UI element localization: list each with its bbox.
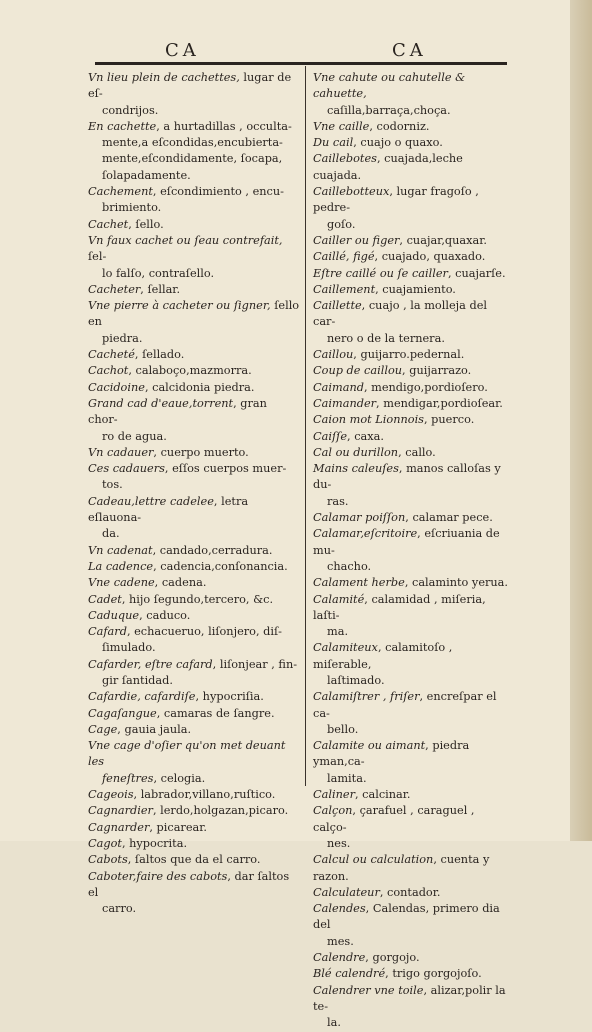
definition: , cuajo o quaxo. [353, 136, 443, 150]
headword: Calamité [313, 592, 365, 606]
dictionary-entry [88, 706, 300, 722]
entry-continuation: carro. [102, 902, 137, 916]
dictionary-entry [88, 803, 300, 819]
dictionary-entry [88, 575, 300, 591]
headword: Cadeau,lettre cadelee [88, 494, 214, 508]
definition: , cuajar,quaxar. [399, 233, 488, 247]
headword: Cachot [88, 364, 129, 378]
headword: Blé calendré [313, 967, 386, 981]
definition: , caxa. [347, 429, 384, 443]
definition: , ſellar. [140, 282, 181, 296]
headword: En cachette [88, 119, 157, 133]
dictionary-entry [313, 575, 509, 591]
headword: Caillement [313, 282, 376, 296]
definition: , cuajada,leche cuajada. [313, 152, 463, 182]
dictionary-entry [313, 640, 509, 673]
headword: Vne caille [313, 119, 370, 133]
entry-continuation: da. [102, 527, 120, 541]
definition: , cuenta y razon. [313, 853, 490, 883]
headword: Calculateur [313, 885, 380, 899]
definition: , callo. [398, 445, 436, 459]
entry-continuation: ro de agua. [102, 429, 167, 443]
dictionary-entry [88, 722, 300, 738]
entry-continuation: chacho. [327, 559, 372, 573]
dictionary-entry [313, 852, 509, 885]
definition: , cuajarſe. [447, 266, 506, 280]
headword: Cacidoine [88, 380, 145, 394]
definition: , guijarro.pedernal. [353, 348, 465, 362]
headword: Caboter,faire des cabots [88, 869, 228, 883]
definition: , cuajo , la molleja del car- [313, 299, 487, 329]
headword: Caillette [313, 299, 362, 313]
dictionary-entry [313, 70, 509, 103]
definition: , gorgojo. [365, 951, 420, 965]
dictionary-entry [313, 363, 509, 379]
headword: Calendre [313, 951, 366, 965]
definition: , puerco. [423, 413, 475, 427]
headword: Vn cadauer [88, 445, 154, 459]
definition: , ſaltos que da el carro. [127, 853, 261, 867]
headword: Grand cad d'eaue,torrent [88, 396, 234, 410]
dictionary-entry [88, 494, 300, 527]
dictionary-entry [313, 429, 509, 445]
dictionary-entry [88, 380, 300, 396]
dictionary-entry [313, 461, 509, 494]
definition: , mendigar,pordioſear. [376, 396, 503, 410]
entry-continuation: mente,eſcondidamente, ſocapa, [102, 152, 283, 166]
headword: Ces cadauers [88, 462, 165, 476]
definition: lugar de eſ- [88, 71, 292, 101]
dictionary-entry [313, 510, 509, 526]
headword: Cafard [88, 625, 127, 639]
entry-continuation: gir ſantidad. [102, 673, 173, 687]
definition: , echacueruo, liſonjero, diſ- [126, 625, 282, 639]
headword: Caliner [313, 788, 355, 802]
dictionary-entry [313, 412, 509, 428]
dictionary-entry [88, 217, 300, 233]
headword: Caillé, figé [313, 250, 375, 264]
headword: Cacheter [88, 282, 141, 296]
dictionary-entry [88, 836, 300, 852]
dictionary-entry [313, 966, 509, 982]
headword: Calcul ou calculation [313, 853, 434, 867]
headword: Vn faux cachet ou ſeau contrefait, [88, 233, 283, 247]
definition: , çarafuel , caraguel , calço- [313, 804, 475, 834]
entry-continuation: brimiento. [102, 201, 162, 215]
headword: Cageois [88, 788, 134, 802]
dictionary-entry [313, 233, 509, 249]
header-right: CA [392, 40, 427, 61]
definition: , calcinar. [354, 788, 411, 802]
headword: Vn lieu plein de cachettes, [88, 71, 240, 84]
entry-continuation: ſimulado. [102, 641, 156, 655]
definition: , calamar pece. [405, 511, 493, 525]
definition: , a hurtadillas , occulta- [156, 119, 292, 133]
headword: Calendrer vne toile [313, 983, 424, 997]
headword: Calamiteux [313, 641, 378, 655]
headword: Cagnarder [88, 820, 150, 834]
dictionary-entry [88, 298, 300, 331]
dictionary-entry [88, 592, 300, 608]
headword: Eſtre caillé ou ſe cailler [313, 266, 448, 280]
dictionary-entry [88, 869, 300, 902]
dictionary-entry [313, 249, 509, 265]
column-divider [305, 66, 306, 786]
definition: , hypocriſia. [195, 690, 264, 704]
headword: Coup de caillou [313, 364, 403, 378]
headword: Caimand [313, 380, 364, 394]
entry-continuation: la. [327, 1016, 341, 1030]
definition: , calaboço,mazmorra. [128, 364, 252, 378]
headword: Caion mot Lionnois [313, 413, 424, 427]
headword: Calendes [313, 902, 366, 916]
dictionary-entry [88, 119, 300, 135]
headword: Cabots [88, 853, 128, 867]
definition: , picarear. [149, 820, 208, 834]
dictionary-entry [88, 771, 300, 787]
dictionary-entry [313, 135, 509, 151]
entry-continuation: mente,a eſcondidas,encubierta- [102, 136, 283, 150]
headword: Cafarder, eſtre cafard [88, 657, 213, 671]
definition: , cadena. [154, 576, 207, 590]
dictionary-entry [313, 151, 509, 184]
definition: , letra eſlauona- [88, 494, 249, 525]
headword: Calamar poiſſon [313, 511, 406, 525]
definition: , ſello. [128, 217, 164, 231]
definition: , candado,cerradura. [152, 543, 273, 557]
dictionary-entry [313, 445, 509, 461]
headword: Calamite ou aimant [313, 739, 426, 753]
definition: , manos calloſas y du- [313, 462, 501, 492]
entry-continuation: nes. [327, 836, 351, 850]
dictionary-entry [313, 885, 509, 901]
dictionary-entry [88, 608, 300, 624]
dictionary-entry [88, 820, 300, 836]
headword: Cage [88, 722, 118, 736]
left-column [88, 70, 300, 917]
headword: Cailler ou figer [313, 233, 400, 247]
headword: Mains caleuſes [313, 462, 399, 476]
definition: , piedra yman,ca- [313, 739, 470, 769]
dictionary-entry [313, 950, 509, 966]
dictionary-entry [88, 852, 300, 868]
dictionary-entry [313, 266, 509, 282]
definition: , eſſos cuerpos muer- [164, 462, 287, 476]
definition: , contador. [379, 885, 441, 899]
definition: , calcidonia piedra. [144, 380, 255, 394]
dictionary-entry [313, 738, 509, 771]
headword: Calamiſtrer , friſer [313, 690, 420, 704]
headword: Caiſſe [313, 429, 348, 443]
headword: Calamar,eſcritoire [313, 527, 418, 541]
headword: Caillebotteux [313, 185, 390, 199]
dictionary-entry [88, 396, 300, 429]
definition: , hijo ſegundo,tercero, &c. [121, 592, 274, 606]
dictionary-entry [88, 70, 300, 103]
definition: , camaras de ſangre. [156, 706, 275, 720]
definition: , cuajado, quaxado. [374, 250, 486, 264]
dictionary-entry [313, 380, 509, 396]
dictionary-entry [313, 184, 509, 217]
headword: Cal ou durillon [313, 445, 399, 459]
definition: , encreſpar el ca- [313, 690, 497, 720]
headword: Vn cadenat [88, 543, 153, 557]
definition: , Calendas, primero dia del [313, 902, 500, 932]
definition: , gauia jaula. [117, 722, 192, 736]
dictionary-entry [88, 624, 300, 640]
definition: , cuerpo muerto. [153, 445, 249, 459]
entry-continuation: lamita. [327, 771, 367, 785]
entry-continuation: ras. [327, 494, 349, 508]
headword: Cagaſangue [88, 706, 157, 720]
dictionary-entry [313, 689, 509, 722]
headword: feneſtres [102, 771, 154, 785]
definition: , lugar fragoſo , pedre- [313, 185, 479, 215]
dictionary-entry [313, 347, 509, 363]
definition: , liſonjear , fin- [212, 657, 298, 671]
dictionary-entry [88, 445, 300, 461]
headword: Vne cage d'oſier qu'on met deuant les [88, 739, 286, 769]
definition: , calaminto yerua. [404, 576, 509, 590]
dictionary-entry [313, 396, 509, 412]
dictionary-entry [313, 983, 509, 1016]
headword: Caillebotes [313, 152, 377, 166]
definition: , trigo gorgojoſo. [385, 967, 482, 981]
headword: Caimander [313, 396, 377, 410]
headword: Vne cadene [88, 576, 155, 590]
definition: , calamitoſo , miſerable, [313, 641, 453, 671]
dictionary-entry [88, 787, 300, 803]
dictionary-entry [88, 543, 300, 559]
headword: Cachet [88, 217, 129, 231]
headword: Cachement [88, 185, 153, 199]
definition: , mendigo,pordioſero. [363, 380, 488, 394]
definition: , ſellado. [134, 348, 185, 362]
header-left: CA [165, 40, 200, 61]
definition: , lerdo,holgazan,picaro. [152, 804, 289, 818]
dictionary-entry [88, 689, 300, 705]
dictionary-entry [88, 233, 300, 266]
definition: , cadencia,conſonancia. [153, 559, 288, 573]
dictionary-entry [88, 282, 300, 298]
dictionary-entry [313, 119, 509, 135]
dictionary-entry [313, 787, 509, 803]
definition: , cuajamiento. [375, 282, 456, 296]
headword: Calament herbe [313, 576, 405, 590]
dictionary-entry [88, 738, 300, 771]
entry-continuation: bello. [327, 722, 359, 736]
entry-continuation: lo falſo, contraſello. [102, 266, 215, 280]
entry-continuation: mes. [327, 934, 354, 948]
headword: Cagnardier [88, 804, 153, 818]
dictionary-entry [88, 461, 300, 477]
definition: , eſcriuania de mu- [313, 527, 500, 557]
right-column [313, 70, 509, 1032]
dictionary-entry [313, 298, 509, 331]
definition: , eſcondimiento , encu- [152, 185, 284, 199]
dictionary-entry [313, 282, 509, 298]
dictionary-entry [88, 657, 300, 673]
headword: Cagot [88, 836, 122, 850]
definition: ſel- [88, 250, 107, 264]
definition: , guijarrazo. [402, 364, 472, 378]
headword: Cacheté [88, 348, 135, 362]
dictionary-entry [313, 592, 509, 625]
entry-continuation: caſilla,barraça,choça. [327, 103, 451, 117]
definition: , calamidad , miſeria, laſti- [313, 592, 486, 622]
dictionary-entry [88, 184, 300, 200]
dictionary-entry [88, 559, 300, 575]
headword: Cadet [88, 592, 122, 606]
headword: La cadence [88, 559, 154, 573]
dictionary-entry [313, 803, 509, 836]
headword: Vne pierre à cacheter ou ſigner, [88, 299, 271, 313]
headword: Caduque [88, 608, 140, 622]
page-edge [570, 0, 592, 841]
entry-continuation: laſtimado. [327, 673, 385, 687]
definition: , celogia. [153, 771, 206, 785]
headword: Caillou [313, 348, 354, 362]
header-rule [95, 62, 507, 65]
definition: ſello en [88, 299, 300, 329]
dictionary-entry [313, 901, 509, 934]
headword: Vne cahute ou cahutelle & cahuette, [313, 71, 466, 101]
entry-continuation: goſo. [327, 217, 356, 231]
definition: , labrador,villano,ruſtico. [133, 788, 276, 802]
dictionary-entry [88, 347, 300, 363]
entry-continuation: tos. [102, 478, 123, 492]
entry-continuation: piedra. [102, 331, 143, 345]
definition: , dar ſaltos el [88, 869, 290, 899]
entry-continuation: ma. [327, 625, 349, 639]
dictionary-entry [313, 526, 509, 559]
definition: , codorniz. [369, 119, 430, 133]
entry-continuation: condrijos. [102, 103, 159, 117]
definition: , gran chor- [88, 396, 267, 427]
headword: Cafardie, cafardiſe [88, 690, 196, 704]
definition: , alizar,polir la te- [313, 983, 506, 1013]
definition: , caduco. [139, 608, 191, 622]
headword: Calçon [313, 804, 353, 818]
headword: Du cail [313, 136, 354, 150]
definition: , hypocrita. [121, 836, 188, 850]
entry-continuation: nero o de la ternera. [327, 331, 445, 345]
entry-continuation: ſolapadamente. [102, 168, 191, 182]
dictionary-entry [88, 363, 300, 379]
